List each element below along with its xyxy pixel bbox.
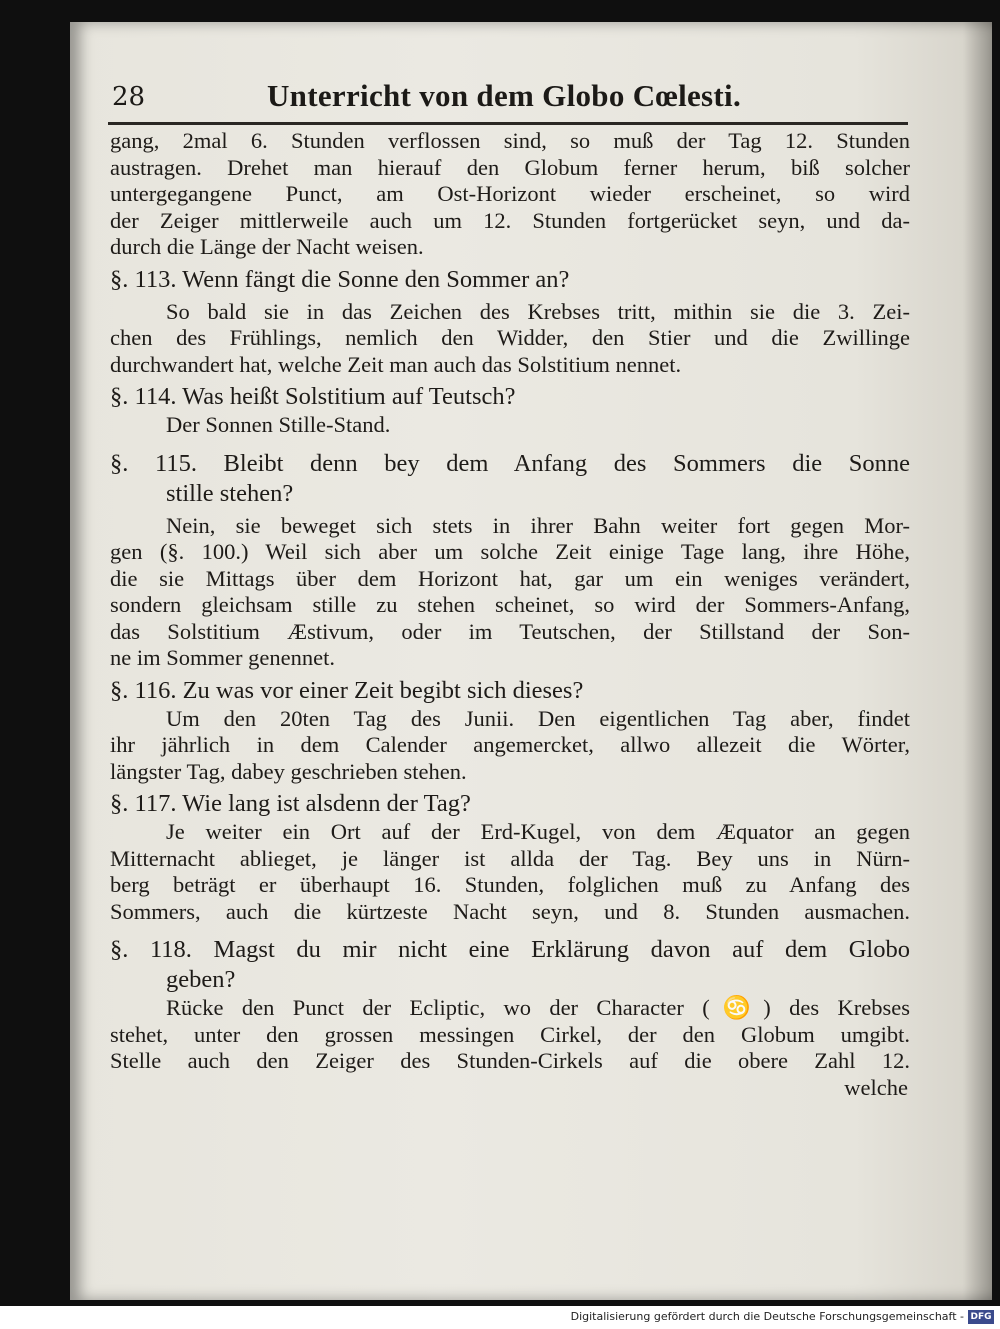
text-line: der Zeiger mittlerweile auch um 12. Stunden fortgerücket seyn, und da- — [110, 207, 910, 233]
question-117: §. 117. Wie lang ist alsdenn der Tag? — [110, 790, 471, 817]
text-line: Nein, sie beweget sich stets in ihrer Bahn weiter fort gegen Mor- — [166, 512, 910, 538]
dfg-logo-icon: DFG — [968, 1310, 994, 1324]
running-header — [112, 78, 912, 118]
question-114: §. 114. Was heißt Solstitium auf Teutsch? — [110, 383, 516, 410]
header-rule — [108, 122, 908, 125]
text-line: Sommers, auch die kürtzeste Nacht seyn, und 8. Stunden ausmachen. — [110, 898, 910, 924]
text-line: Der Sonnen Stille-Stand. — [166, 412, 391, 437]
question-113: §. 113. Wenn fängt die Sonne den Sommer an? — [110, 265, 570, 293]
text-line: untergegangene Punct, am Ost-Horizont wieder erscheinet, so wird — [110, 181, 910, 206]
page-number: 28 — [112, 82, 146, 112]
text-line: sondern gleichsam stille zu stehen scheinet, so wird der Sommers-Anfang, — [110, 592, 910, 617]
text-line: So bald sie in das Zeichen des Krebses tritt, mithin sie die 3. Zei- — [166, 298, 910, 324]
question-116: §. 116. Zu was vor einer Zeit begibt sich dieses? — [110, 676, 584, 704]
text-line: gang, 2mal 6. Stunden verflossen sind, so muß der Tag 12. Stunden — [110, 128, 910, 153]
funding-credit: Digitalisierung gefördert durch die Deutsche Forschungsgemeinschaft - — [570, 1310, 964, 1323]
text-line: durch die Länge der Nacht weisen. — [110, 234, 424, 259]
running-title: Unterricht von dem Globo Cœlesti. — [267, 78, 741, 113]
question-118: §. 118. Magst du mir nicht eine Erklärung davon auf dem Globo — [110, 936, 910, 963]
text-line: stehet, unter den grossen messingen Cirkel, der den Globum umgibt. — [110, 1021, 910, 1047]
text-line: Stelle auch den Zeiger des Stunden-Cirkels auf die obere Zahl 12. — [110, 1048, 910, 1073]
question-118-cont: geben? — [166, 966, 236, 993]
question-115-cont: stille stehen? — [166, 479, 294, 507]
text-line: chen des Frühlings, nemlich den Widder, den Stier und die Zwillinge — [110, 325, 910, 350]
text-line: Mitternacht ablieget, je länger ist allda der Tag. Bey uns in Nürn- — [110, 845, 910, 871]
text-line: längster Tag, dabey geschrieben stehen. — [110, 758, 467, 784]
text-line: gen (§. 100.) Weil sich aber um solche Zeit einige Tage lang, ihre Höhe, — [110, 539, 910, 564]
text-line: Rücke den Punct der Ecliptic, wo der Character (♋) des Krebses — [166, 995, 910, 1020]
page-body — [110, 128, 910, 1101]
text-line: durchwandert hat, welche Zeit man auch das Solstitium nennet. — [110, 351, 682, 377]
text-line: die sie Mittags über dem Horizont hat, gar um ein weniges verändert, — [110, 565, 910, 591]
text-line: ihr jährlich in dem Calender angemercket, allwo allezeit die Wörter, — [110, 732, 910, 757]
question-115: §. 115. Bleibt denn bey dem Anfang des Sommers die Sonne — [110, 449, 910, 477]
footer-bar — [0, 1306, 1000, 1329]
text-line: ne im Sommer genennet. — [110, 645, 335, 670]
text-line: berg beträgt er überhaupt 16. Stunden, folglichen muß zu Anfang des — [110, 872, 910, 897]
text-line: austragen. Drehet man hierauf den Globum ferner herum, biß solcher — [110, 154, 910, 180]
catchword: welche — [844, 1074, 908, 1100]
text-line: Je weiter ein Ort auf der Erd-Kugel, von dem Æquator an gegen — [166, 819, 910, 844]
text-line: das Solstitium Æstivum, oder im Teutschen, der Stillstand der Son- — [110, 618, 910, 644]
text-line: Um den 20ten Tag des Junii. Den eigentlichen Tag aber, findet — [166, 705, 910, 731]
